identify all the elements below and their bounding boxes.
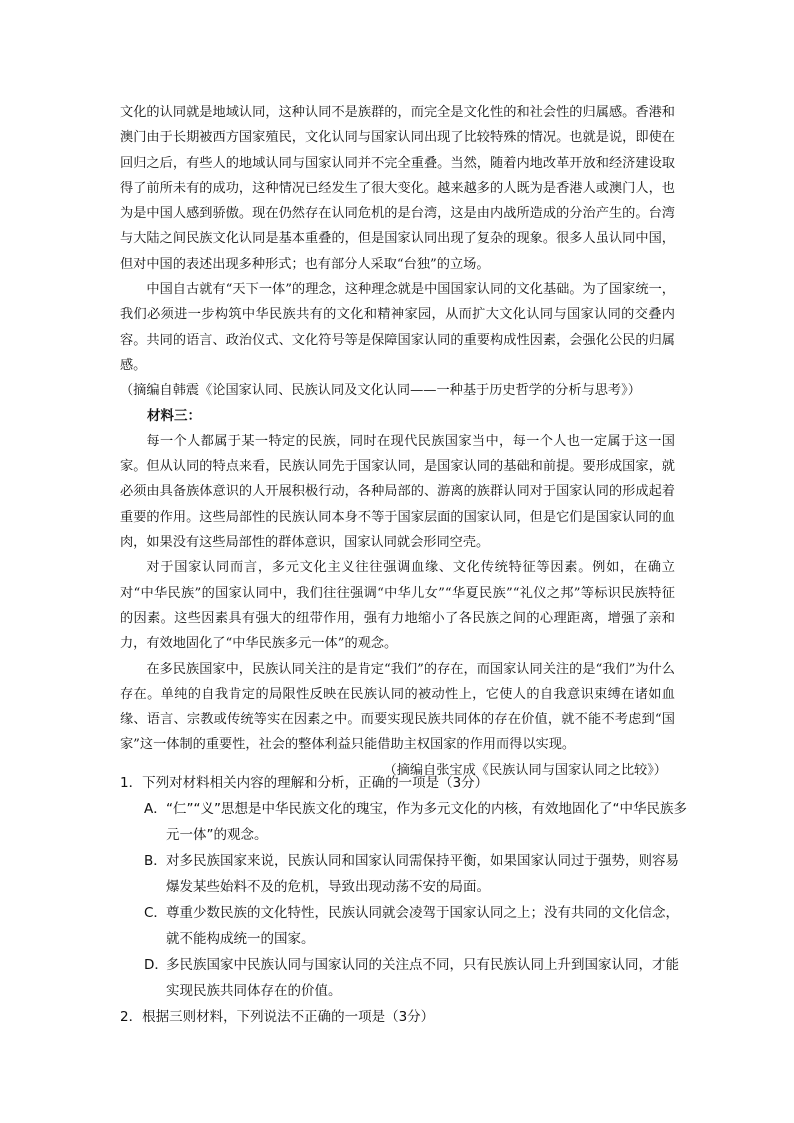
material3-source: （摘编自张宝成《民族认同与国家认同之比较》） [383,762,667,778]
question-2-stem: 2．根据三则材料，下列说法不正确的一项是（3分） [120,1009,435,1025]
question-1-option-b[interactable] [120,848,690,900]
question-1-option-d[interactable] [120,952,690,1004]
material3-paragraph-3: 在多民族国家中，民族认同关注的是肯定“我们”的存在，而国家认同关注的是“我们”为什么存在。单纯的自我肯定的局限性反映在民族认同的被动性上，它使人的自我意识束缚在诸如血缘、语言、宗教或传统等实在因素之中。而要实现民族共同体的存在价值，就不能不考虑到“国家”这一体制的重要性，社会的整体利益只能借助主权国家的作用而得以实现。 [120,661,675,753]
option-letter: D． [144,957,168,973]
reading-material [120,100,675,783]
questions-section [120,770,690,1030]
option-text: 多民族国家中民族认同与国家认同的关注点不同，只有民族认同上升到国家认同，才能实现民族共同体存在的价值。 [166,957,679,999]
option-text: “仁”“义”思想是中华民族文化的瑰宝，作为多元文化的内核，有效地固化了“中华民族多元一体”的观念。 [166,801,687,843]
option-letter: C． [144,905,167,921]
question-1-option-a[interactable] [120,796,690,848]
material2-paragraph-2: 中国自古就有“天下一体”的理念，这种理念就是中国国家认同的文化基础。为了国家统一，我们必须进一步构筑中华民族共有的文化和精神家园，从而扩大文化认同与国家认同的交叠内容。共同的语言、政治仪式、文化符号等是保障国家认同的重要构成性因素，会强化公民的归属感。 [120,282,675,373]
material2-source: （摘编自韩震《论国家认同、民族认同及文化认同——一种基于历史哲学的分析与思考》） [120,383,641,399]
option-letter: A． [144,801,167,817]
option-letter: B． [144,853,167,869]
material3-paragraph-2: 对于国家认同而言，多元文化主义往往强调血缘、文化传统特征等因素。例如，在确立对“中华民族”的国家认同中，我们往往强调“中华儿女”“华夏民族”“礼仪之邦”等标识民族特征的因素。这些因素具有强大的纽带作用，强有力地缩小了各民族之间的心理距离，增强了亲和力，有效地固化了“中华民族多元一体”的观念。 [120,560,675,652]
question-1-stem: 1．下列对材料相关内容的理解和分析，正确的一项是（3分） [120,775,489,791]
material3-heading: 材料三： [147,407,201,424]
material3-paragraph-1: 每一个人都属于某一特定的民族，同时在现代民族国家当中，每一个人也一定属于这一国家。但从认同的特点来看，民族认同先于国家认同，是国家认同的基础和前提。要形成国家，就必须由具备族体意识的人开展积极行动，各种局部的、游离的族群认同对于国家认同的形成起着重要的作用。这些局部性的民族认同本身不等于国家层面的国家认同，但是它们是国家认同的血肉，如果没有这些局部性的群体意识，国家认同就会形同空壳。 [120,433,675,551]
option-text: 尊重少数民族的文化特性，民族认同就会凌驾于国家认同之上；没有共同的文化信念，就不能构成统一的国家。 [166,905,679,947]
option-text: 对多民族国家来说，民族认同和国家认同需保持平衡，如果国家认同过于强势，则容易爆发某些始料不及的危机，导致出现动荡不安的局面。 [166,853,679,895]
material2-paragraph-1: 文化的认同就是地域认同，这种认同不是族群的，而完全是文化性的和社会性的归属感。香港和澳门由于长期被西方国家殖民，文化认同与国家认同出现了比较特殊的情况。也就是说，即使在回归之后，有些人的地域认同与国家认同并不完全重叠。当然，随着内地改革开放和经济建设取得了前所未有的成功，这种情况已经发生了很大变化。越来越多的人既为是香港人或澳门人，也为是中国人感到骄傲。现在仍然存在认同危机的是台湾，这是由内战所造成的分治产生的。台湾与大陆之间民族文化认同是基本重叠的，但是国家认同出现了复杂的现象。很多人虽认同中国，但对中国的表述出现多种形式；也有部分人采取“台独”的立场。 [120,105,675,272]
question-1-option-c[interactable] [120,900,690,952]
